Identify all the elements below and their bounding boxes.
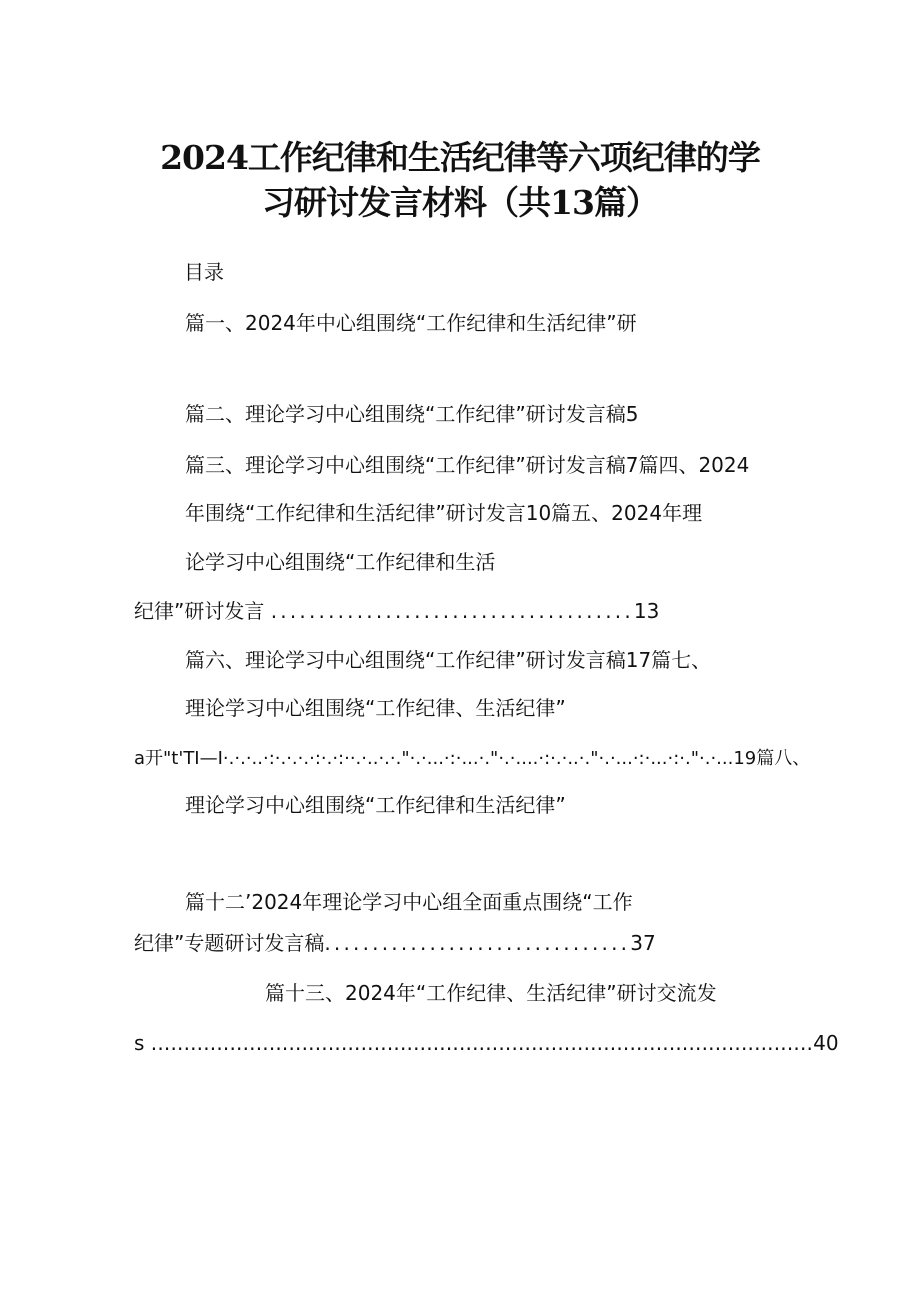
toc-entry-text: 论学习中心组围绕“工作纪律和生活 — [185, 550, 496, 574]
toc-entry-text: 篇三、理论学习中心组围绕“工作纪律”研讨发言稿7篇四、2024 — [185, 453, 750, 477]
toc-entry-10 — [185, 791, 566, 819]
toc-entry-text: 理论学习中心组围绕“工作纪律、生活纪律” — [185, 696, 566, 720]
toc-entry-1 — [185, 309, 637, 337]
toc-entry-3 — [185, 451, 749, 479]
toc-entry-13 — [265, 979, 717, 1007]
toc-entry-text: 篇二、理论学习中心组围绕“工作纪律”研讨发言稿5 — [185, 402, 639, 426]
document-title-line-2: 习研讨发言材料（共13篇） — [262, 183, 658, 222]
toc-entry-text: a开"t'TI—I·.·.·..·:·.·.·.·:·.·:··.·..·.·."·.·...·:·...·."·.·....·:·.·..·."·.·...·:·...·:·."·.·...19篇八、 — [134, 748, 811, 769]
toc-heading: 目录 — [184, 260, 224, 284]
toc-leader-dots: ..................................................................................................... — [150, 1031, 814, 1055]
toc-entry-text: 纪律”研讨发言 — [134, 599, 271, 623]
toc-entry-11 — [185, 888, 633, 916]
toc-leader-dots: ...................................... — [270, 599, 634, 623]
document-title-line-1: 2024工作纪律和生活纪律等六项纪律的学 — [160, 138, 760, 177]
toc-entry-text: 篇一、2024年中心组围绕“工作纪律和生活纪律”研 — [185, 311, 637, 335]
toc-entry-text: 年围绕“工作纪律和生活纪律”研讨发言10篇五、2024年理 — [185, 501, 703, 525]
toc-entry-7 — [185, 646, 711, 674]
toc-page-number: 40 — [813, 1031, 839, 1055]
toc-entry-4 — [185, 499, 702, 527]
toc-entry-text: s — [134, 1031, 151, 1055]
toc-entry-text: 纪律”专题研讨发言稿 — [134, 931, 325, 955]
toc-entry-text: 篇十三、2024年“工作纪律、生活纪律”研讨交流发 — [265, 981, 717, 1005]
toc-entry-12 — [134, 929, 656, 957]
toc-entry-5 — [185, 548, 495, 576]
toc-entry-text: 篇六、理论学习中心组围绕“工作纪律”研讨发言稿17篇七、 — [185, 648, 712, 672]
toc-entry-14 — [134, 1029, 839, 1057]
toc-page-number: 13 — [633, 599, 660, 623]
toc-entry-9 — [134, 743, 810, 773]
toc-entry-2 — [185, 400, 638, 428]
toc-leader-dots: ................................ — [324, 931, 631, 955]
toc-page-number: 37 — [630, 931, 656, 955]
toc-entry-6 — [134, 597, 659, 625]
toc-entry-text: 篇十二’2024年理论学习中心组全面重点围绕“工作 — [185, 890, 633, 914]
toc-entry-text: 理论学习中心组围绕“工作纪律和生活纪律” — [185, 793, 566, 817]
toc-entry-8 — [185, 694, 566, 722]
